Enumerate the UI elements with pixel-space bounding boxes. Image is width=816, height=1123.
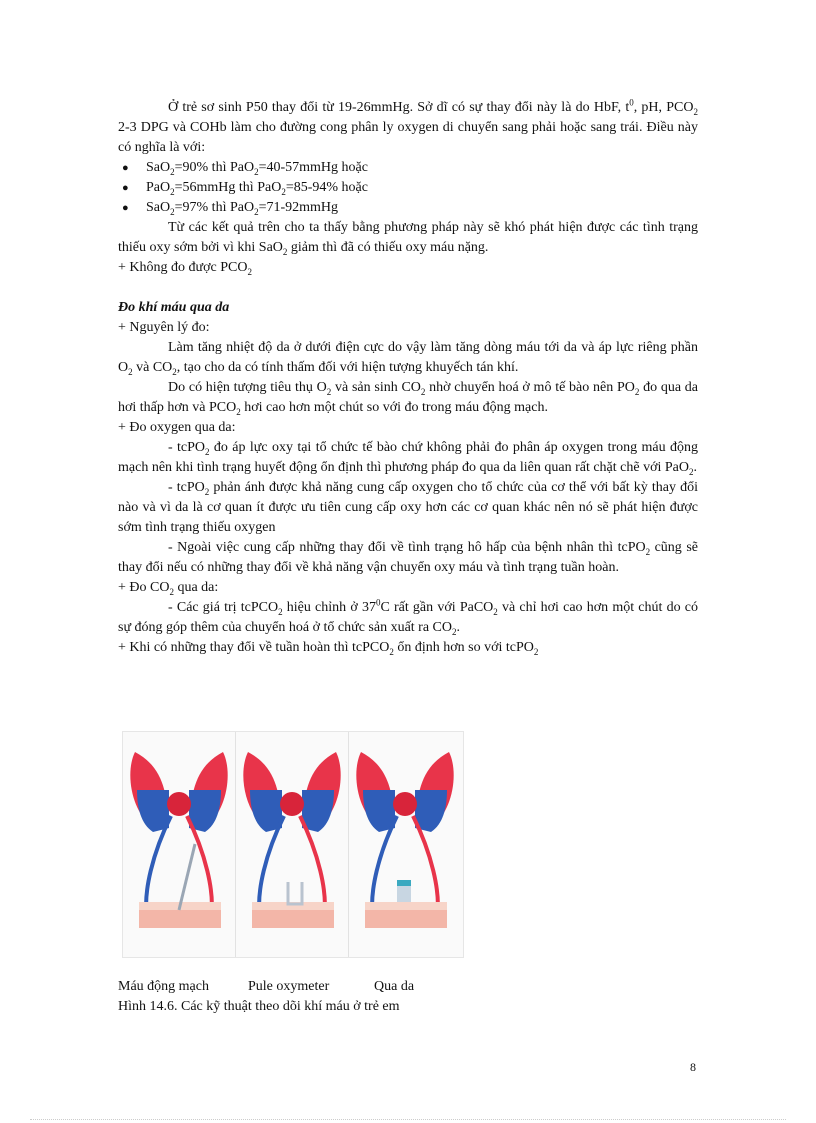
text: Từ các kết quả trên cho ta thấy bằng phương pháp này sẽ khó phát hiện được các tình trạng thiếu oxy sớm bởi vì khi SaO — [118, 220, 698, 255]
heart — [393, 792, 417, 816]
figure-panel-arterial — [123, 732, 236, 957]
text: =97% thì PaO — [174, 200, 255, 215]
paragraph-tcpo2-2 — [118, 478, 698, 538]
text: - Các giá trị tcPCO — [168, 600, 279, 615]
sub: 2 — [533, 646, 539, 657]
text: nhờ chuyển hoá ở mô tế bào nên PO — [425, 380, 635, 395]
sub: 2 — [452, 626, 457, 637]
paragraph-results — [118, 218, 698, 258]
skin-tissue — [139, 910, 221, 928]
bullet-item — [118, 178, 698, 198]
oximeter-probe — [288, 882, 302, 904]
label-oximeter: Pule oxymeter — [248, 979, 330, 994]
page-number: 8 — [690, 1060, 696, 1074]
paragraph-tcpco2 — [118, 598, 698, 638]
sub: 2 — [281, 186, 286, 197]
figure-panel-oximeter — [236, 732, 349, 957]
page-bottom-rule — [30, 1119, 786, 1120]
text: Làm tăng nhiệt độ da ở dưới điện cực do vậy làm tăng dòng máu tới da và áp lực riêng phần O — [118, 340, 698, 375]
paragraph-tcpo2-1 — [118, 438, 698, 478]
vein — [146, 816, 171, 917]
heart — [167, 792, 191, 816]
text: =90% thì PaO — [174, 160, 255, 175]
text: C rất gần với PaCO — [380, 600, 494, 615]
text: =40-57mmHg hoặc — [258, 160, 368, 175]
sub: 2 — [247, 266, 252, 277]
vein — [259, 816, 284, 917]
text: phản ánh được khả năng cung cấp oxygen cho tổ chức của cơ thể với bất kỳ thay đổi nào và vì da là cơ quan ít được ưu tiên cung cấp oxy hơn các cơ quan khác nên nó sẽ phát hiện được sớm tình trạng thiếu oxygen — [118, 480, 698, 535]
label-arterial: Máu động mạch — [118, 979, 209, 994]
sub: 2 — [169, 586, 174, 597]
text: =71-92mmHg — [258, 200, 339, 215]
text: hiệu chỉnh ở 37 — [282, 600, 376, 615]
text: Ở trẻ sơ sinh P50 thay đổi từ 19-26mmHg. Sở dĩ có sự thay đổi này là do HbF, t — [168, 100, 630, 115]
text: Do có hiện tượng tiêu thụ O — [168, 380, 327, 395]
sup: 0 — [629, 97, 634, 108]
text: + Không đo được PCO — [118, 260, 248, 275]
figure-caption — [118, 977, 414, 1017]
text: và CO — [132, 360, 173, 375]
paragraph-co2-heading — [118, 578, 698, 598]
paragraph-principle: + Nguyên lý đo: — [118, 320, 210, 335]
figure-blood-gas — [122, 731, 464, 958]
paragraph-circulation — [118, 638, 698, 658]
text: SaO — [146, 160, 171, 175]
needle — [179, 844, 195, 910]
sub: 2 — [236, 406, 241, 417]
paragraph-principle-body — [118, 338, 698, 378]
sub: 2 — [634, 386, 640, 397]
paragraph-p50 — [118, 98, 698, 158]
sub: 2 — [204, 486, 210, 497]
sub: 2 — [282, 246, 288, 257]
sub: 2 — [693, 106, 698, 117]
section-heading: Đo khí máu qua da — [118, 300, 230, 315]
text: giảm thì đã có thiếu oxy máu nặng. — [287, 240, 489, 255]
text: =56mmHg thì PaO — [174, 180, 282, 195]
sub: 2 — [254, 206, 259, 217]
artery — [413, 816, 438, 917]
spacer — [118, 278, 698, 298]
sub: 2 — [389, 646, 394, 657]
text: + Khi có những thay đổi về tuần hoàn thì tcPCO — [118, 640, 390, 655]
caption-text: Hình 14.6. Các kỹ thuật theo dõi khí máu ở trẻ em — [118, 999, 400, 1014]
text: cũng sẽ thay đổi nếu có những thay đổi về khả năng vận chuyển oxy máu và tình trạng tuần hoàn. — [118, 540, 698, 575]
sub: 2 — [326, 386, 332, 397]
electrode-cap — [397, 880, 411, 886]
text: 2-3 DPG và COHb làm cho đường cong phân ly oxygen di chuyển sang phải hoặc sang trái. Điều này có nghĩa là với: — [118, 120, 698, 155]
text: đo áp lực oxy tại tổ chức tế bào chứ không phải đo phân áp oxygen trong máu động mạch nên khi tình trạng huyết động ổn định thì phương pháp đo qua da liên quan rất chặt chẽ với PaO — [118, 440, 698, 475]
sub: 2 — [170, 186, 175, 197]
text: đo qua da hơi thấp hơn và PCO — [118, 380, 699, 415]
sub: 2 — [420, 386, 426, 397]
paragraph-no-pco2 — [118, 258, 698, 278]
label-transcutaneous: Qua da — [374, 979, 415, 994]
paragraph-oxygen-heading: + Đo oxygen qua da: — [118, 420, 236, 435]
sub: 2 — [278, 606, 283, 617]
artery — [300, 816, 325, 917]
skin-surface — [365, 902, 447, 910]
pulse-oximeter-illustration — [236, 732, 348, 957]
sub: 2 — [205, 446, 210, 457]
text: qua da: — [173, 580, 219, 595]
text: , pH, PCO — [633, 100, 694, 115]
text: - tcPO — [168, 480, 205, 495]
vein — [372, 816, 397, 917]
sub: 2 — [172, 366, 177, 377]
text: ổn định hơn so với tcPO — [393, 640, 534, 655]
text: , tạo cho da có tính thấm đối với hiện tượng khuyếch tán khí. — [176, 360, 519, 375]
sub: 2 — [170, 206, 175, 217]
skin-tissue — [252, 910, 334, 928]
figure-panel-transcutaneous — [349, 732, 461, 957]
body-text — [118, 98, 698, 658]
bullet-item — [118, 198, 698, 218]
text: =85-94% hoặc — [285, 180, 368, 195]
figure-labels — [118, 977, 414, 997]
paragraph-tcpo2-3 — [118, 538, 698, 578]
text: . — [693, 460, 697, 475]
text: và sản sinh CO — [331, 380, 421, 395]
transcutaneous-illustration — [349, 732, 461, 957]
skin-tissue — [365, 910, 447, 928]
text: . — [456, 620, 460, 635]
paragraph-consumption — [118, 378, 698, 418]
sub: 2 — [254, 166, 259, 177]
text: PaO — [146, 180, 171, 195]
arterial-sampling-illustration — [123, 732, 235, 957]
sub: 2 — [689, 466, 694, 477]
heart — [280, 792, 304, 816]
sub: 2 — [170, 166, 175, 177]
sub: 2 — [645, 546, 651, 557]
text: - Ngoài việc cung cấp những thay đổi về tình trạng hô hấp của bệnh nhân thì tcPO — [168, 540, 646, 555]
bullet-item — [118, 158, 698, 178]
text: - tcPO — [168, 440, 206, 455]
text: + Đo CO — [118, 580, 170, 595]
sub: 2 — [493, 606, 498, 617]
text: và chỉ hơi cao hơn một chút do có sự đóng góp thêm của chuyển hoá ở tổ chức sản xuất ra CO — [118, 600, 698, 635]
sup: 0 — [375, 597, 381, 608]
text: SaO — [146, 200, 171, 215]
sub: 2 — [128, 366, 133, 377]
text: hơi cao hơn một chút so với đo trong máu động mạch. — [240, 400, 548, 415]
